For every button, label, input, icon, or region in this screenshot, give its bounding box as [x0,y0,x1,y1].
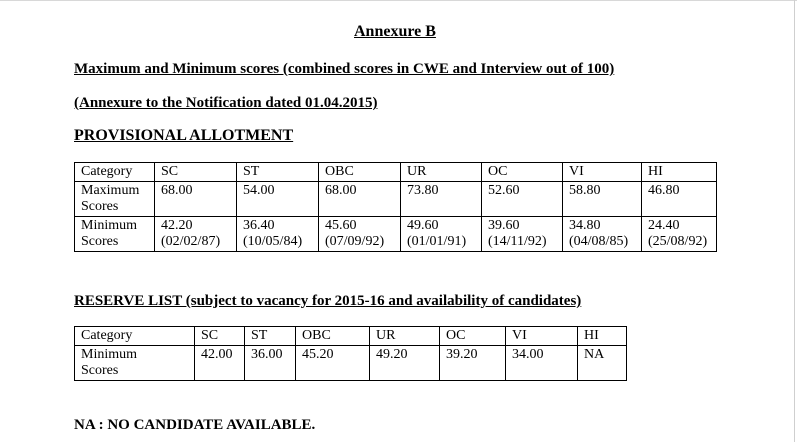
header-cell: OBC [319,163,401,182]
table-row-minimum [75,217,717,252]
max-score-cell: 68.00 [155,182,237,217]
header-cell: UR [370,327,440,346]
max-score-cell: 73.80 [401,182,482,217]
scores-heading: Maximum and Minimum scores (combined scores in CWE and Interview out of 100) [74,61,615,77]
row-label: Minimum Scores [75,346,195,381]
header-cell: OBC [296,327,370,346]
table-header-row [75,327,627,346]
min-score-cell: 36.00 [245,346,296,381]
header-cell: OC [440,327,506,346]
notification-heading: (Annexure to the Notification dated 01.04.2015) [74,95,378,111]
max-score-cell: 58.80 [563,182,642,217]
max-score-cell: 68.00 [319,182,401,217]
min-score-cell: NA [578,346,627,381]
row-label: Maximum Scores [75,182,155,217]
max-score-cell: 46.80 [642,182,717,217]
header-cell: OC [482,163,563,182]
table-row-minimum [75,346,627,381]
min-score-cell: 42.20 (02/02/87) [155,217,237,252]
min-score-cell: 39.60 (14/11/92) [482,217,563,252]
header-cell: ST [237,163,319,182]
reserve-list-table [74,326,627,381]
min-score-cell: 49.60 (01/01/91) [401,217,482,252]
header-cell: VI [563,163,642,182]
table-header-row [75,163,717,182]
max-score-cell: 54.00 [237,182,319,217]
min-score-cell: 45.20 [296,346,370,381]
header-cell: Category [75,327,195,346]
header-cell: VI [506,327,578,346]
min-score-cell: 34.80 (04/08/85) [563,217,642,252]
min-score-cell: 36.40 (10/05/84) [237,217,319,252]
row-label: Minimum Scores [75,217,155,252]
max-score-cell: 52.60 [482,182,563,217]
min-score-cell: 42.00 [195,346,245,381]
min-score-cell: 49.20 [370,346,440,381]
min-score-cell: 24.40 (25/08/92) [642,217,717,252]
page-top-edge [0,0,797,1]
header-cell: HI [578,327,627,346]
header-cell: UR [401,163,482,182]
page-right-edge [794,0,795,442]
header-cell: HI [642,163,717,182]
min-score-cell: 45.60 (07/09/92) [319,217,401,252]
na-footnote: NA : NO CANDIDATE AVAILABLE. [74,417,316,433]
header-cell: ST [245,327,296,346]
header-cell: Category [75,163,155,182]
header-cell: SC [195,327,245,346]
annexure-title: Annexure B [354,23,436,40]
header-cell: SC [155,163,237,182]
min-score-cell: 39.20 [440,346,506,381]
provisional-allotment-heading: PROVISIONAL ALLOTMENT [74,127,294,144]
provisional-allotment-table [74,162,717,252]
min-score-cell: 34.00 [506,346,578,381]
reserve-list-heading: RESERVE LIST (subject to vacancy for 2015-16 and availability of candidates) [74,293,582,309]
table-row-maximum [75,182,717,217]
